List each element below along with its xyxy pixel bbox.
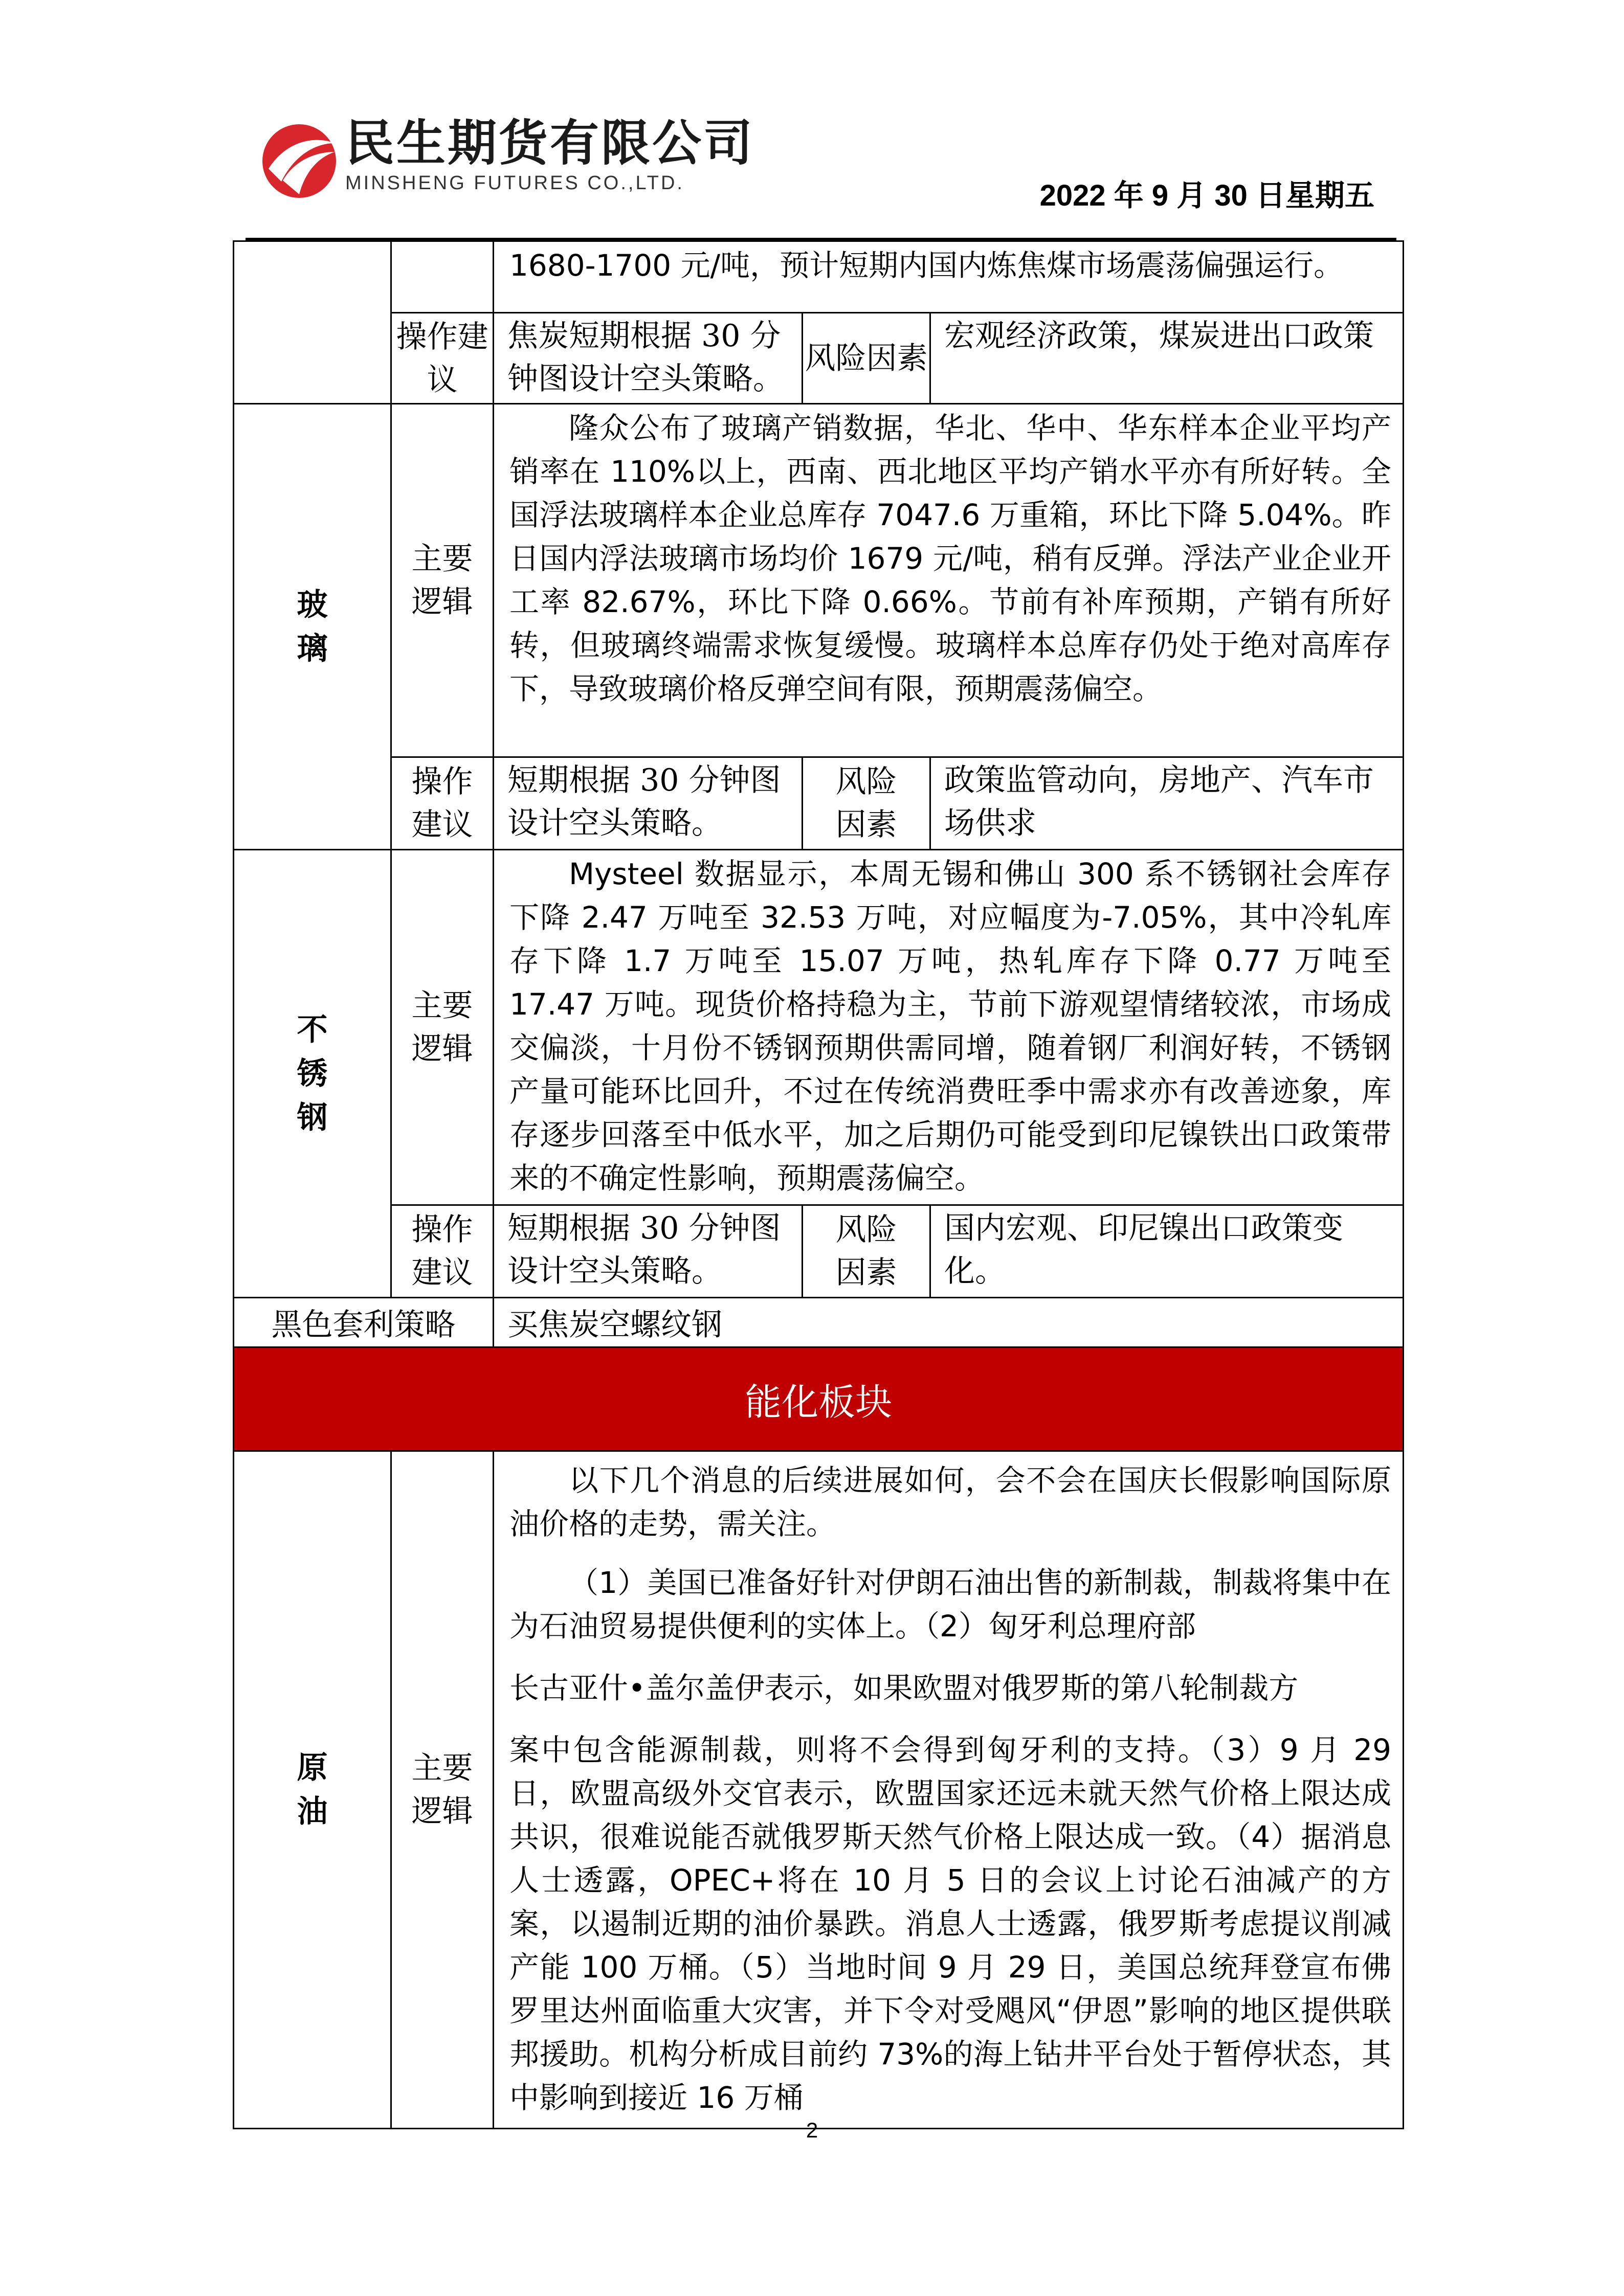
- stainless-op-label: 操作建议: [411, 1212, 473, 1291]
- energy-section-banner: 能化板块: [234, 1347, 1404, 1451]
- glass-risk-label: 风险因素: [835, 764, 897, 843]
- glass-logic-row: [234, 404, 1404, 757]
- glass-logic-label: 主要逻辑: [391, 404, 494, 757]
- coke-name-cell: [234, 241, 391, 404]
- crude-para-news-1: （1）美国已准备好针对伊朗石油出售的新制裁，制裁将集中在为石油贸易提供便利的实体上。（2）匈牙利总理府部: [509, 1565, 1391, 1644]
- stainless-logic-label: 主要逻辑: [411, 988, 473, 1067]
- crude-name-cell: [234, 1451, 391, 2129]
- glass-op-label: 操作建议: [411, 764, 473, 843]
- company-name-cn: 民生期货有限公司: [345, 115, 754, 172]
- black-spread-label: 黑色套利策略: [234, 1298, 494, 1347]
- page-number: 2: [806, 2118, 818, 2142]
- crude-logic-label: 主要逻辑: [411, 1750, 473, 1829]
- black-spread-value: 买焦炭空螺纹钢: [494, 1298, 1404, 1347]
- coke-op-row: [234, 313, 1404, 404]
- page-header: [0, 0, 1624, 240]
- coke-op-text: 焦炭短期根据 30 分钟图设计空头策略。: [494, 313, 803, 404]
- crude-logic-row: [234, 1451, 1404, 2129]
- stainless-op-text: 短期根据 30 分钟图设计空头策略。: [494, 1205, 803, 1298]
- stainless-logic-text: Mysteel 数据显示，本周无锡和佛山 300 系不锈钢社会库存下降 2.47 万吨至 32.53 万吨，对应幅度为-7.05%，其中冷轧库存下降 1.7 万吨至 15.07 万吨，热轧库存下降 0.77 万吨至 17.47 万吨。现货价格持稳为主，节前下游观望情绪较浓，市场成交偏淡，十月份不锈钢预期供需同增，随着钢厂利润好转，不锈钢产量可能环比回升，不过在传统消费旺季中需求亦有改善迹象，库存逐步回落至中低水平，加之后期仍可能受到印尼镍铁出口政策带来的不确定性影响，预期震荡偏空。: [509, 857, 1391, 1196]
- commodity-table: [233, 240, 1404, 2129]
- coke-logic-row: [234, 241, 1404, 313]
- glass-op-row: [234, 757, 1404, 850]
- energy-banner-row: [234, 1347, 1404, 1451]
- crude-para-intro: 以下几个消息的后续进展如何，会不会在国庆长假影响国际原油价格的走势，需关注。: [509, 1463, 1391, 1541]
- company-name-en: MINSHENG FUTURES CO.,LTD.: [345, 172, 684, 194]
- crude-para-news-2: 长古亚什•盖尔盖伊表示，如果欧盟对俄罗斯的第八轮制裁方: [509, 1671, 1299, 1705]
- report-date: 2022 年 9 月 30 日星期五: [1039, 179, 1374, 212]
- stainless-op-row: [234, 1205, 1404, 1298]
- coke-logic-tail: 1680-1700 元/吨，预计短期内国内炼焦煤市场震荡偏强运行。: [494, 241, 1404, 313]
- stainless-name-cell: [234, 850, 391, 1298]
- coke-risk-text: 宏观经济政策，煤炭进出口政策: [930, 313, 1404, 404]
- glass-risk-text: 政策监管动向，房地产、汽车市场供求: [930, 757, 1404, 850]
- minsheng-logo-icon: [258, 120, 340, 202]
- glass-op-text: 短期根据 30 分钟图设计空头策略。: [494, 757, 803, 850]
- coke-op-label: 操作建议: [391, 313, 494, 404]
- company-logo: [258, 115, 770, 207]
- coke-logic-label-cell: [391, 241, 494, 313]
- crude-para-news-3: 案中包含能源制裁，则将不会得到匈牙利的支持。（3）9 月 29 日，欧盟高级外交官表示，欧盟国家还远未就天然气价格上限达成共识，很难说能否就俄罗斯天然气价格上限达成一致。（4）据消息人士透露，OPEC+将在 10 月 5 日的会议上讨论石油减产的方案，以遏制近期的油价暴跌。消息人士透露，俄罗斯考虑提议削减产能 100 万桶。（5）当地时间 9 月 29 日，美国总统拜登宣布佛罗里达州面临重大灾害，并下令对受飓风“伊恩”影响的地区提供联邦援助。机构分析成目前约 73%的海上钻井平台处于暂停状态，其中影响到接近 16 万桶: [509, 1732, 1391, 2115]
- stainless-risk-text: 国内宏观、印尼镍出口政策变化。: [930, 1205, 1404, 1298]
- stainless-name: 不锈钢: [297, 1011, 328, 1136]
- glass-logic-text: 隆众公布了玻璃产销数据，华北、华中、华东样本企业平均产销率在 110%以上，西南、西北地区平均产销水平亦有所好转。全国浮法玻璃样本企业总库存 7047.6 万重箱，环比下降 5.04%。昨日国内浮法玻璃市场均价 1679 元/吨，稍有反弹。浮法产业企业开工率 82.67%，环比下降 0.66%。节前有补库预期，产销有所好转，但玻璃终端需求恢复缓慢。玻璃样本总库存仍处于绝对高库存下，导致玻璃价格反弹空间有限，预期震荡偏空。: [509, 411, 1391, 706]
- stainless-risk-label: 风险因素: [835, 1212, 897, 1291]
- coke-risk-label: 风险因素: [803, 313, 930, 404]
- black-spread-row: [234, 1298, 1404, 1347]
- glass-name-cell: [234, 404, 391, 850]
- glass-name: 玻璃: [297, 587, 328, 667]
- crude-name: 原油: [297, 1750, 328, 1830]
- stainless-logic-row: [234, 850, 1404, 1205]
